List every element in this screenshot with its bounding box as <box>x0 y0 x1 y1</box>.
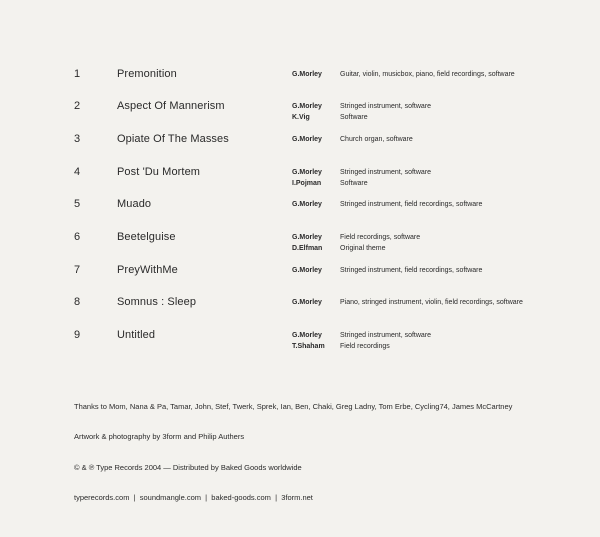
artwork-credit: Artwork & photography by 3form and Philip Authers <box>74 432 245 441</box>
track-number: 7 <box>74 264 81 276</box>
track-credit <box>292 180 592 192</box>
track-number: 1 <box>74 68 81 80</box>
track-credit <box>292 299 592 311</box>
track-title: Opiate Of The Masses <box>117 133 229 145</box>
credit-artist: K.Vig <box>292 114 310 121</box>
thanks-text: Thanks to Mom, Nana & Pa, Tamar, John, Stef, Twerk, Sprek, Ian, Ben, Chaki, Greg Ladny, Tom Erbe, Cycling74, James McCartney <box>74 402 513 411</box>
credit-artist: G.Morley <box>292 103 322 110</box>
credit-artist: G.Morley <box>292 71 322 78</box>
track-title: Post 'Du Mortem <box>117 166 201 178</box>
website-links: typerecords.com | soundmangle.com | baked-goods.com | 3form.net <box>74 493 313 502</box>
credit-role: Software <box>340 114 368 121</box>
credit-role: Stringed instrument, software <box>340 169 432 176</box>
track-credit <box>292 201 592 213</box>
credit-role: Church organ, software <box>340 136 413 143</box>
track-number: 9 <box>74 329 81 341</box>
track-credit <box>292 245 592 257</box>
track-credit <box>292 71 592 83</box>
credit-artist: G.Morley <box>292 267 322 274</box>
track-number: 5 <box>74 198 81 210</box>
track-credit <box>292 267 592 279</box>
credit-role: Field recordings <box>340 343 390 350</box>
track-number: 3 <box>74 133 81 145</box>
track-credit <box>292 114 592 126</box>
credit-role: Piano, stringed instrument, violin, field recordings, software <box>340 299 523 306</box>
credit-artist: G.Morley <box>292 332 322 339</box>
track-title: Somnus : Sleep <box>117 296 197 308</box>
copyright-text: © & ℗ Type Records 2004 — Distributed by Baked Goods worldwide <box>74 463 302 472</box>
credit-role: Guitar, violin, musicbox, piano, field recordings, software <box>340 71 515 78</box>
track-title: Muado <box>117 198 152 210</box>
credit-artist: G.Morley <box>292 136 322 143</box>
credit-role: Stringed instrument, field recordings, software <box>340 201 483 208</box>
credit-role: Stringed instrument, software <box>340 103 432 110</box>
credit-artist: I.Pojman <box>292 180 322 187</box>
credit-artist: D.Elfman <box>292 245 323 252</box>
track-title: Beetelguise <box>117 231 176 243</box>
track-title: Premonition <box>117 68 177 80</box>
credit-artist: T.Shaham <box>292 343 325 350</box>
track-number: 6 <box>74 231 81 243</box>
credit-role: Field recordings, software <box>340 234 421 241</box>
credit-role: Stringed instrument, field recordings, software <box>340 267 483 274</box>
track-title: Untitled <box>117 329 156 341</box>
track-number: 2 <box>74 100 81 112</box>
credit-artist: G.Morley <box>292 234 322 241</box>
credit-role: Stringed instrument, software <box>340 332 432 339</box>
track-title: Aspect Of Mannerism <box>117 100 225 112</box>
track-number: 8 <box>74 296 81 308</box>
track-credit <box>292 136 592 148</box>
track-credit <box>292 343 592 355</box>
credit-artist: G.Morley <box>292 299 322 306</box>
credit-artist: G.Morley <box>292 201 322 208</box>
track-number: 4 <box>74 166 81 178</box>
track-title: PreyWithMe <box>117 264 178 276</box>
credit-artist: G.Morley <box>292 169 322 176</box>
credit-role: Software <box>340 180 368 187</box>
credit-role: Original theme <box>340 245 386 252</box>
